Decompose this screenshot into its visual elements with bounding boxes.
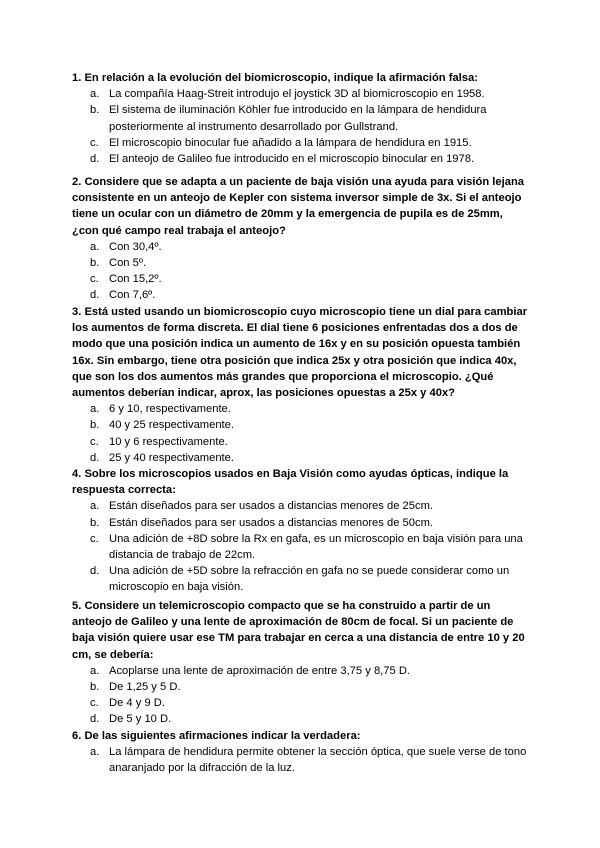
question-text: 4. Sobre los microscopios usados en Baja Visión como ayudas ópticas, indique la respuesta correcta: (72, 468, 509, 497)
option-letter: a. (90, 240, 100, 253)
option-item (72, 434, 532, 450)
option-item (72, 531, 532, 563)
question-text: 3. Está usted usando un biomicroscopio cuyo microscopio tiene un dial para cambiar los aumentos de forma discreta. El dial tiene 6 posiciones enfrentadas dos a dos de modo que una posición indica un aumento de 16x y en su posición opuesta también 16x. Sin embargo, tiene otra posición que indica 25x y otra posición que indica 40x, que son los dos aumentos más grandes que proporciona el microscopio. ¿Qué aumentos deberían indicar, aprox, las posiciones opuestas a 25x y 40x? (72, 306, 528, 400)
option-text: Con 30,4º. (109, 240, 162, 253)
question-text: 1. En relación a la evolución del biomicroscopio, indique la afirmación falsa: (72, 72, 478, 84)
option-text: La lámpara de hendidura permite obtener la sección óptica, que suele verse de tono anaranjado por la difracción de la luz. (109, 746, 527, 775)
option-item (72, 255, 532, 271)
option-item (72, 271, 532, 287)
question-text: 5. Considere un telemicroscopio compacto que se ha construido a partir de un anteojo de Galileo y una lente de aproximación de 80cm de focal. Si un paciente de baja visión quiere usar ese TM para trabajar en cerca a una distancia de entre 10 y 20 cm, se debería: (72, 600, 525, 661)
option-item (72, 695, 532, 711)
option-letter: c. (90, 697, 99, 710)
option-letter: c. (90, 532, 99, 545)
option-text: 10 y 6 respectivamente. (109, 435, 228, 448)
option-list (72, 239, 532, 304)
option-letter: c. (90, 136, 99, 149)
question-text: 2. Considere que se adapta a un paciente de baja visión una ayuda para visión lejana consistente en un anteojo de Kepler con sistema inversor simple de 3x. Si el anteojo tiene un ocular con un diámetro de 20mm y la emergencia de pupila es de 25mm, ¿con qué campo real trabaja el anteojo? (72, 176, 525, 237)
option-letter: c. (90, 273, 99, 286)
option-letter: c. (90, 435, 99, 448)
option-letter: a. (90, 746, 100, 759)
option-letter: a. (90, 403, 100, 416)
question-2 (72, 174, 532, 304)
option-item (72, 679, 532, 695)
option-text: De 1,25 y 5 D. (109, 681, 181, 694)
option-text: Acoplarse una lente de aproximación de entre 3,75 y 8,75 D. (109, 664, 411, 677)
option-item (72, 102, 532, 134)
option-text: De 4 y 9 D. (109, 697, 165, 710)
option-text: Una adición de +8D sobre la Rx en gafa, es un microscopio en baja visión para una distancia de trabajo de 22cm. (109, 532, 523, 562)
option-list (72, 86, 532, 167)
question-3 (72, 304, 532, 466)
question-6 (72, 728, 532, 777)
option-item (72, 663, 532, 679)
option-letter: b. (90, 104, 100, 117)
option-text: El microscopio binocular fue añadido a la lámpara de hendidura en 1915. (109, 136, 472, 149)
option-letter: d. (90, 713, 100, 726)
option-item (72, 401, 532, 417)
option-text: El sistema de iluminación Köhler fue introducido en la lámpara de hendidura posteriormente al instrumento desarrollado por Gullstrand. (109, 104, 487, 133)
question-text: 6. De las siguientes afirmaciones indicar la verdadera: (72, 730, 361, 742)
option-text: La compañía Haag-Streit introdujo el joystick 3D al biomicroscopio en 1958. (109, 88, 485, 101)
option-text: 25 y 40 respectivamente. (109, 451, 234, 464)
option-list (72, 498, 532, 595)
option-item (72, 563, 532, 595)
option-item (72, 135, 532, 151)
option-letter: b. (90, 257, 100, 270)
question-4 (72, 466, 532, 596)
option-letter: b. (90, 419, 100, 432)
option-list (72, 663, 532, 728)
option-item (72, 287, 532, 303)
option-item (72, 515, 532, 531)
option-text: De 5 y 10 D. (109, 713, 172, 726)
option-list (72, 401, 532, 466)
question-5 (72, 598, 532, 728)
option-letter: b. (90, 516, 100, 529)
option-text: Con 7,6º. (109, 289, 156, 302)
option-item (72, 86, 532, 102)
option-text: Con 5º. (109, 257, 147, 270)
option-text: El anteojo de Galileo fue introducido en el microscopio binocular en 1978. (109, 153, 475, 166)
option-letter: a. (90, 88, 100, 101)
option-letter: a. (90, 664, 100, 677)
option-text: 6 y 10, respectivamente. (109, 403, 231, 416)
option-text: Con 15,2º. (109, 273, 162, 286)
option-text: Están diseñados para ser usados a distancias menores de 25cm. (109, 500, 434, 513)
option-text: 40 y 25 respectivamente. (109, 419, 234, 432)
option-list (72, 744, 532, 776)
question-1 (72, 70, 532, 167)
option-letter: a. (90, 500, 100, 513)
option-item (72, 744, 532, 776)
option-item (72, 498, 532, 514)
option-item (72, 239, 532, 255)
option-letter: d. (90, 289, 100, 302)
option-letter: d. (90, 565, 100, 578)
option-letter: d. (90, 451, 100, 464)
option-letter: b. (90, 681, 100, 694)
option-item (72, 417, 532, 433)
option-item (72, 151, 532, 167)
option-item (72, 450, 532, 466)
option-item (72, 711, 532, 727)
option-text: Una adición de +5D sobre la refracción en gafa no se puede considerar como un microscopio en baja visión. (109, 565, 510, 594)
option-letter: d. (90, 153, 100, 166)
option-text: Están diseñados para ser usados a distancias menores de 50cm. (109, 516, 434, 529)
